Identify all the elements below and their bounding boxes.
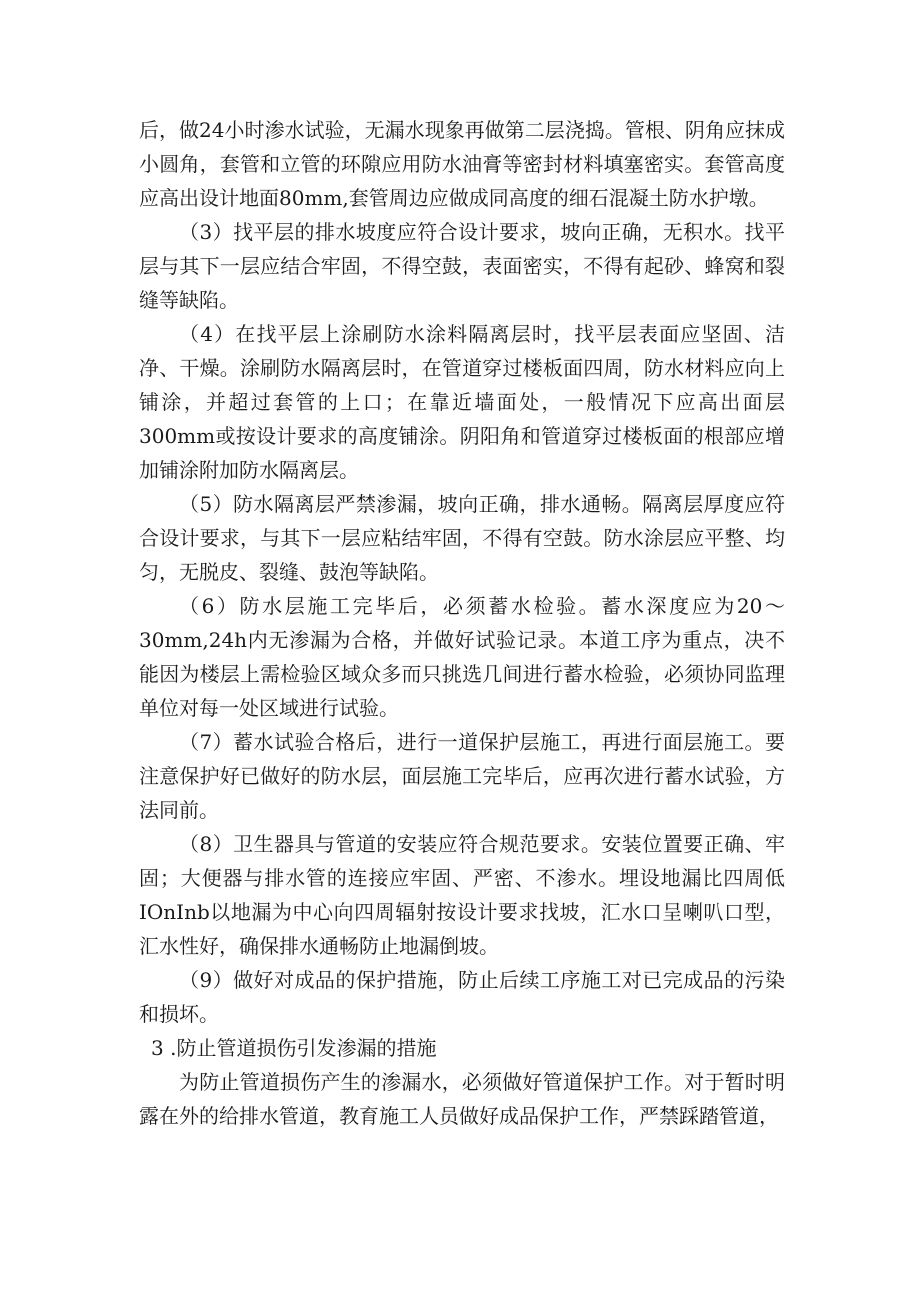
paragraph-item-8: （8）卫生器具与管道的安装应符合规范要求。安装位置要正确、牢固；大便器与排水管的连接应牢固、严密、不渗水。埋设地漏比四周低IOnInb以地漏为中心向四周辐射按设计要求找坡，汇水口呈喇叭口型，汇水性好，确保排水通畅防止地漏倒坡。 [139, 832, 785, 958]
paragraph-item-7: （7）蓄水试验合格后，进行一道保护层施工，再进行面层施工。要注意保护好已做好的防水层，面层施工完毕后，应再次进行蓄水试验，方法同前。 [139, 730, 785, 822]
document-body [139, 113, 785, 1133]
paragraph-item-4: （4）在找平层上涂刷防水涂料隔离层时，找平层表面应坚固、洁净、干燥。涂刷防水隔离层时，在管道穿过楼板面四周，防水材料应向上铺涂，并超过套管的上口；在靠近墙面处，一般情况下应高出面层300mm或按设计要求的高度铺涂。阴阳角和管道穿过楼板面的根部应增加铺涂附加防水隔离层。 [139, 322, 785, 482]
section-heading: 3 .防止管道损伤引发渗漏的措施 [151, 1036, 437, 1060]
paragraph-item-6: （6）防水层施工完毕后，必须蓄水检验。蓄水深度应为20〜30mm,24h内无渗漏为合格，并做好试验记录。本道工序为重点，决不能因为楼层上需检验区域众多而只挑选几间进行蓄水检验，必须协同监理单位对每一处区域进行试验。 [139, 594, 785, 720]
paragraph-closing: 为防止管道损伤产生的渗漏水，必须做好管道保护工作。对于暂时明露在外的给排水管道，教育施工人员做好成品保护工作，严禁踩踏管道， [139, 1070, 785, 1128]
paragraph-item-3: （3）找平层的排水坡度应符合设计要求，坡向正确，无积水。找平层与其下一层应结合牢固，不得空鼓，表面密实，不得有起砂、蜂窝和裂缝等缺陷。 [139, 220, 785, 312]
paragraph-item-5: （5）防水隔离层严禁渗漏，坡向正确，排水通畅。隔离层厚度应符合设计要求，与其下一层应粘结牢固，不得有空鼓。防水涂层应平整、均匀，无脱皮、裂缝、鼓泡等缺陷。 [139, 492, 785, 584]
paragraph-item-9: （9）做好对成品的保护措施，防止后续工序施工对已完成品的污染和损坏。 [139, 968, 785, 1026]
paragraph-continuation: 后，做24小时渗水试验，无漏水现象再做第二层浇捣。管根、阴角应抹成小圆角，套管和立管的环隙应用防水油膏等密封材料填塞密实。套管高度应高出设计地面80mm,套管周边应做成同高度的细石混凝土防水护墩。 [139, 118, 785, 210]
